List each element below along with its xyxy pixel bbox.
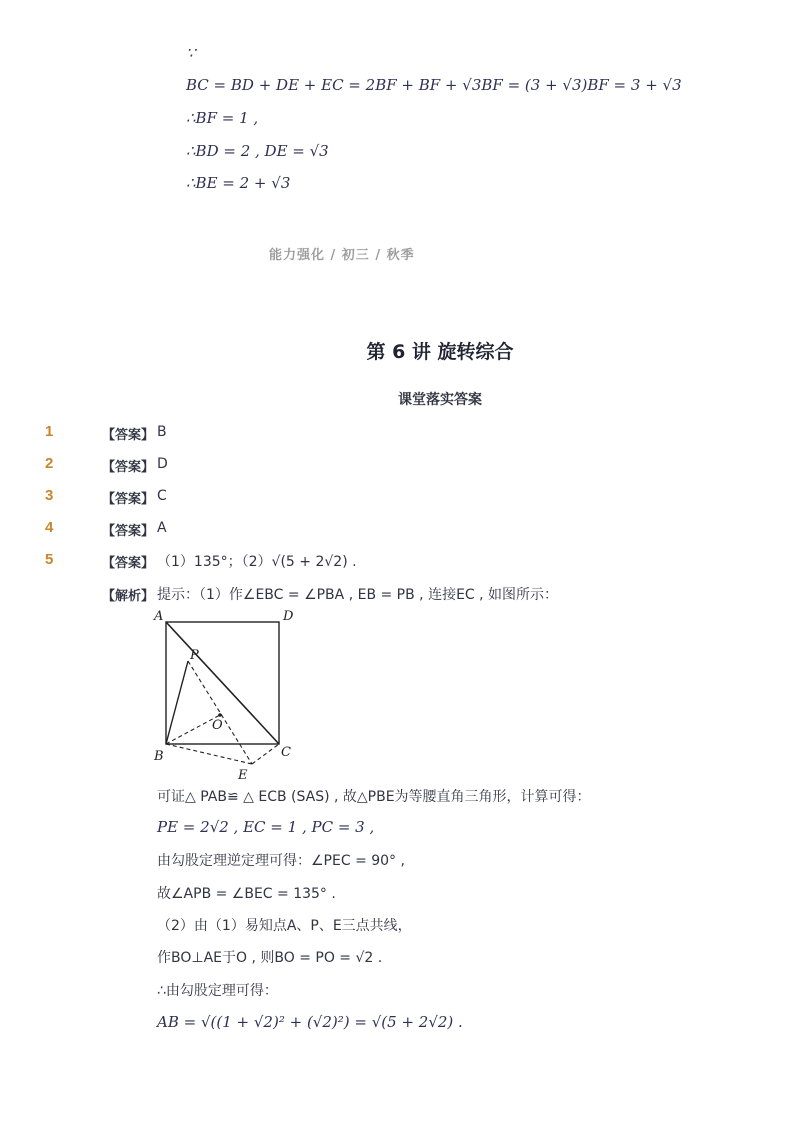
question-number: 3 xyxy=(45,487,54,504)
answer-value: C xyxy=(157,488,167,504)
analysis-line-4: 故∠APB = ∠BEC = 135° . xyxy=(157,886,336,902)
label-o: O xyxy=(212,718,223,733)
answer-tag: 【答案】 xyxy=(102,492,155,507)
question-number: 5 xyxy=(45,551,54,568)
answer-tag: 【答案】 xyxy=(102,524,155,539)
label-p: P xyxy=(190,648,199,663)
point-o xyxy=(218,713,222,717)
geometry-figure xyxy=(150,605,300,785)
answer-tag: 【答案】 xyxy=(102,460,155,475)
answer-value: A xyxy=(157,520,167,536)
answer-tag: 【答案】 xyxy=(102,556,155,571)
answer-value: （1）135°；（2）√(5 + 2√2) . xyxy=(157,554,357,570)
label-e: E xyxy=(238,768,248,783)
label-b: B xyxy=(154,749,164,764)
segment-pb xyxy=(166,661,188,744)
analysis-line-1: 可证△ PAB≌ △ ECB (SAS) , 故△PBE为等腰直角三角形，计算可得： xyxy=(157,789,591,805)
analysis-line-8: AB = √((1 + √2)² + (√2)²) = √(5 + 2√2) . xyxy=(157,1013,463,1031)
analysis-tag: 【解析】 xyxy=(102,589,155,604)
analysis-line-7: ∴由勾股定理可得： xyxy=(157,983,278,999)
analysis-intro: 提示：（1）作∠EBC = ∠PBA , EB = PB , 连接EC , 如图所示： xyxy=(157,587,559,603)
analysis-line-6: 作BO⊥AE于O , 则BO = PO = √2 . xyxy=(157,950,383,966)
answer-tag: 【答案】 xyxy=(102,428,155,443)
question-number: 1 xyxy=(45,423,54,440)
page-footer: 能力强化 / 初三 / 秋季 xyxy=(269,248,415,263)
answer-value: D xyxy=(157,456,168,472)
label-c: C xyxy=(281,745,291,760)
analysis-line-5: （2）由（1）易知点A、P、E三点共线， xyxy=(157,918,412,934)
analysis-line-3: 由勾股定理逆定理可得：∠PEC = 90° , xyxy=(157,853,405,869)
label-d: D xyxy=(283,609,294,624)
answer-value: B xyxy=(157,424,167,440)
lecture-title: 第 6 讲 旋转综合 xyxy=(366,341,514,363)
solution-line-4: ∴BE = 2 + √3 xyxy=(186,174,291,192)
solution-line-1: BC = BD + DE + EC = 2BF + BF + √3BF = (3 + √3)BF = 3 + √3 xyxy=(186,76,682,94)
segment-be xyxy=(166,744,252,764)
solution-line-2: ∴BF = 1 , xyxy=(186,109,259,127)
segment-ec xyxy=(252,744,279,764)
because-symbol: ∵ xyxy=(186,44,196,62)
analysis-line-2: PE = 2√2 , EC = 1 , PC = 3 , xyxy=(157,818,375,836)
question-number: 4 xyxy=(45,519,54,536)
label-a: A xyxy=(154,609,164,624)
section-title: 课堂落实答案 xyxy=(398,392,482,408)
segment-pe xyxy=(188,661,252,764)
question-number: 2 xyxy=(45,455,54,472)
solution-line-3: ∴BD = 2 , DE = √3 xyxy=(186,142,329,160)
